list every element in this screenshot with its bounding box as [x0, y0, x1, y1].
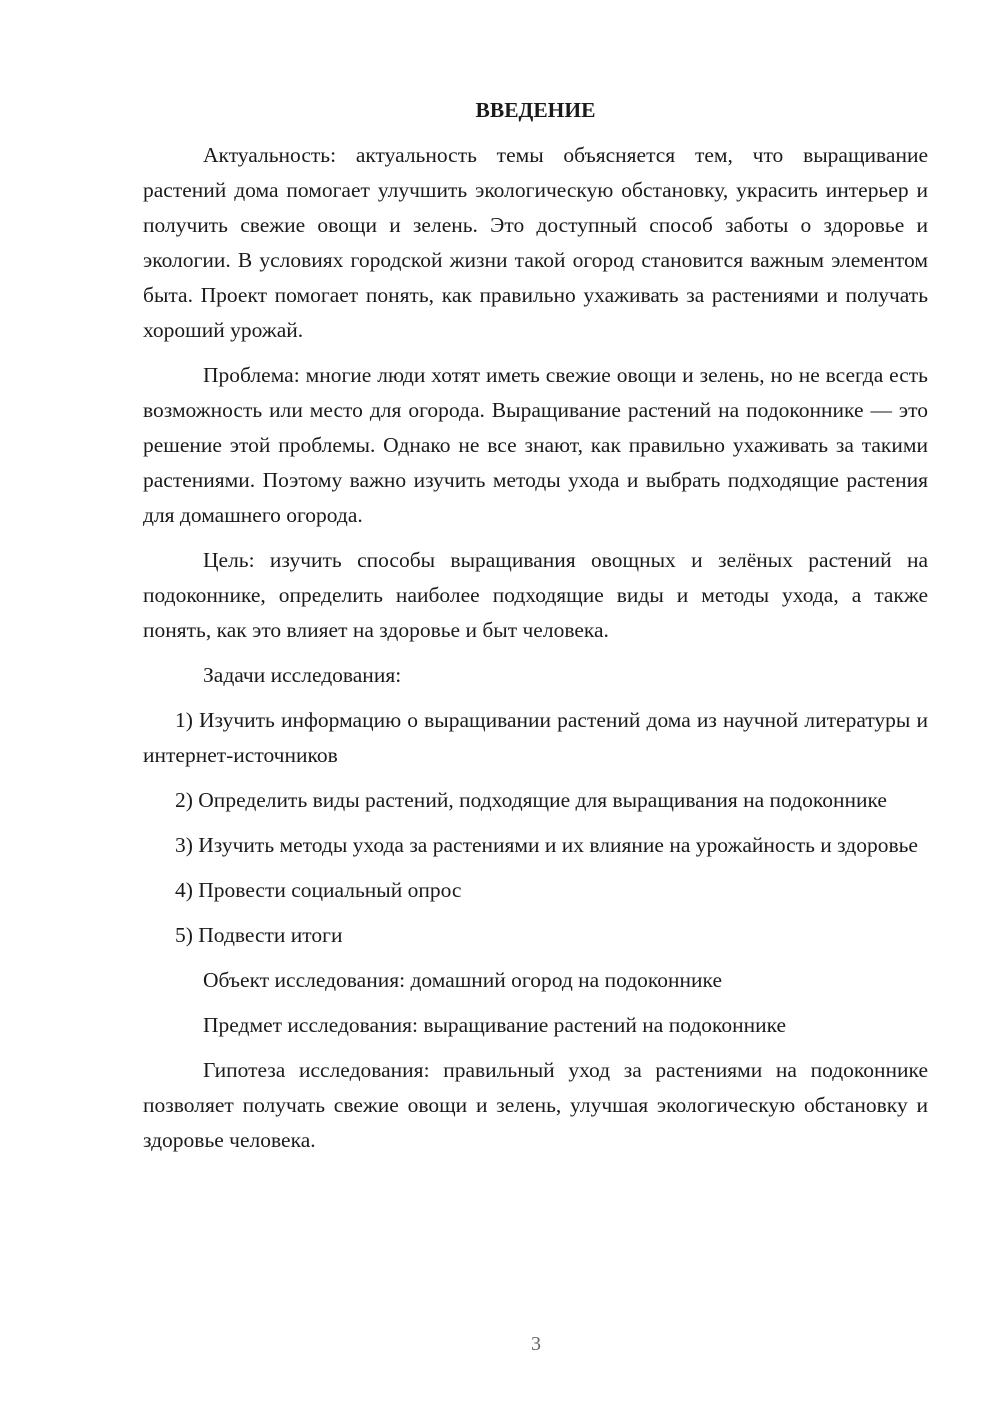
- hypothesis-paragraph: Гипотеза исследования: правильный уход за растениями на подоконнике позволяет получать свежие овощи и зелень, улучшая экологическую обстановку и здоровье человека.: [143, 1058, 928, 1152]
- task-item: 4) Провести социальный опрос: [175, 878, 462, 902]
- tasks-list: [143, 703, 928, 953]
- task-item: 1) Изучить информацию о выращивании растений дома из научной литературы и интернет-источников: [143, 708, 928, 767]
- task-item: 3) Изучить методы ухода за растениями и их влияние на урожайность и здоровье: [175, 833, 918, 857]
- page-title: ВВЕДЕНИЕ: [475, 98, 596, 122]
- problem-paragraph: Проблема: многие люди хотят иметь свежие овощи и зелень, но не всегда есть возможность или место для огорода. Выращивание растений на подоконнике — это решение этой проблемы. Однако не все знают, как правильно ухаживать за такими растениями. Поэтому важно изучить методы ухода и выбрать подходящие растения для домашнего огорода.: [143, 363, 928, 527]
- relevance-paragraph: Актуальность: актуальность темы объясняется тем, что выращивание растений дома помогает улучшить экологическую обстановку, украсить интерьер и получить свежие овощи и зелень. Это доступный способ заботы о здоровье и экологии. В условиях городской жизни такой огород становится важным элементом быта. Проект помогает понять, как правильно ухаживать за растениями и получать хороший урожай.: [143, 143, 928, 342]
- tasks-heading: Задачи исследования:: [203, 663, 402, 687]
- object-paragraph: Объект исследования: домашний огород на подоконнике: [203, 968, 722, 992]
- task-item: 5) Подвести итоги: [175, 923, 343, 947]
- page-number: 3: [531, 1333, 541, 1355]
- subject-paragraph: Предмет исследования: выращивание растений на подоконнике: [203, 1013, 787, 1037]
- task-item: 2) Определить виды растений, подходящие для выращивания на подоконнике: [175, 788, 887, 812]
- goal-paragraph: Цель: изучить способы выращивания овощных и зелёных растений на подоконнике, определить наиболее подходящие виды и методы ухода, а также понять, как это влияет на здоровье и быт человека.: [143, 548, 928, 642]
- document-page: [143, 96, 928, 1158]
